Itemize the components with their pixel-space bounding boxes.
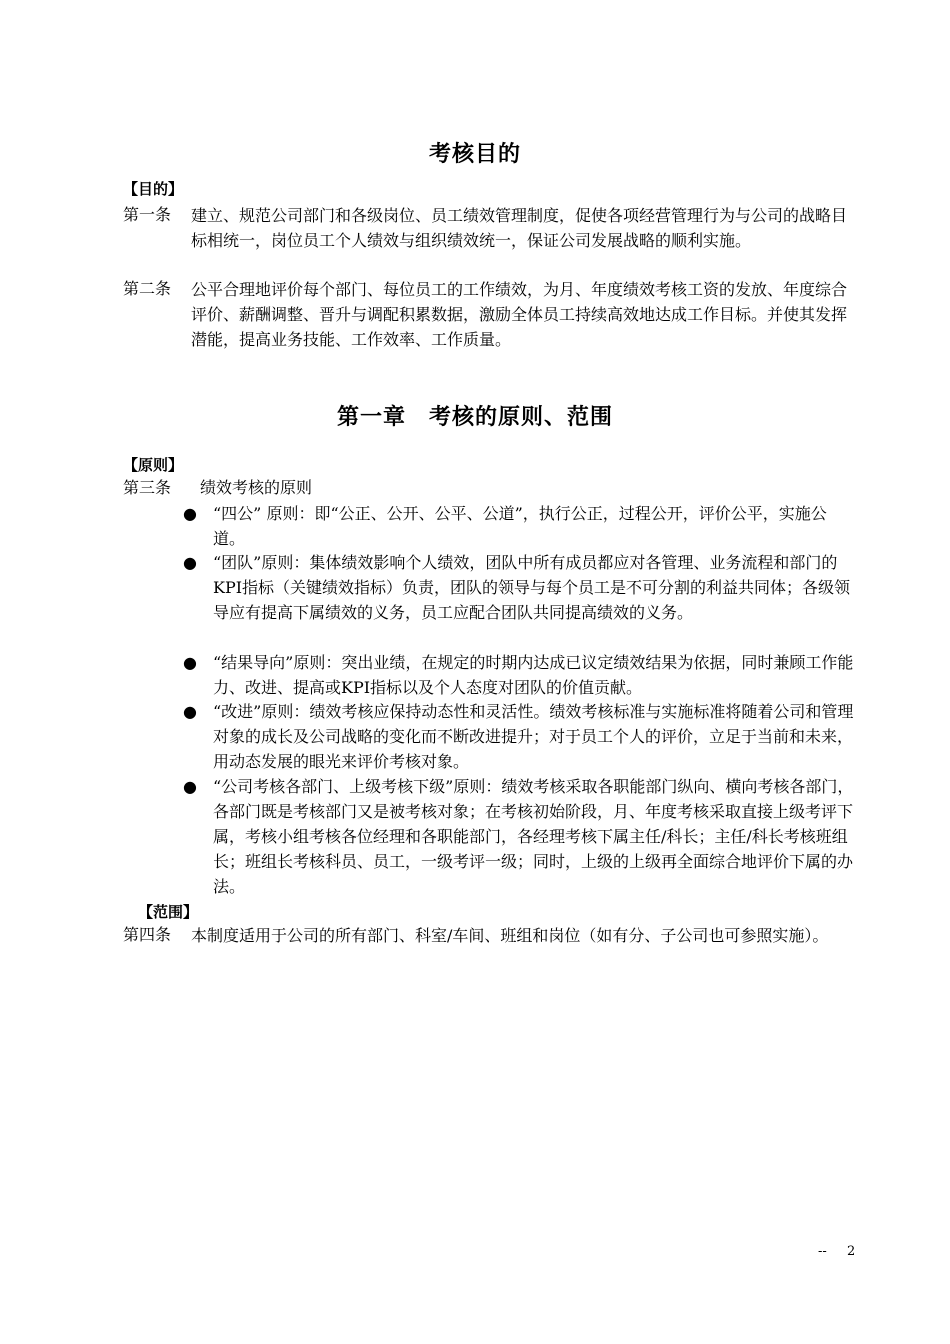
page-footer <box>818 1244 855 1259</box>
bullet-icon: ● <box>183 702 197 721</box>
principle-label: 【原则】 <box>123 456 184 474</box>
principle-item: “结果导向”原则：突出业绩，在规定的时期内达成已议定绩效结果为依据，同时兼顾工作能力、改进、提高或KPI指标以及个人态度对团队的价值贡献。 <box>213 653 854 697</box>
scope-label: 【范围】 <box>138 903 199 921</box>
chapter-title: 第一章 考核的原则、范围 <box>336 405 613 430</box>
bullet-icon: ● <box>183 653 197 672</box>
article-2-number: 第二条 <box>123 279 172 298</box>
article-2-text: 公平合理地评价每个部门、每位员工的工作绩效，为月、年度绩效考核工资的发放、年度综合评价、薪酬调整、晋升与调配积累数据，激励全体员工持续高效地达成工作目标。并使其发挥潜能，提高业务技能、工作效率、工作质量。 <box>191 280 848 349</box>
article-3-number: 第三条 <box>123 478 172 497</box>
article-3-text: 绩效考核的原则 <box>200 478 313 497</box>
principle-item: “公司考核各部门、上级考核下级”原则：绩效考核采取各职能部门纵向、横向考核各部门，各部门既是考核部门又是被考核对象；在考核初始阶段，月、年度考核采取直接上级考评下属，考核小组考核各位经理和各职能部门，各经理考核下属主任/科长；主任/科长考核班组长；班组长考核科员、员工，一级考评一级；同时，上级的上级再全面综合地评价下属的办法。 <box>213 777 854 896</box>
principle-item: “团队”原则：集体绩效影响个人绩效，团队中所有成员都应对各管理、业务流程和部门的KPI指标（关键绩效指标）负责，团队的领导与每个员工是不可分割的利益共同体；各级领导应有提高下属绩效的义务，员工应配合团队共同提高绩效的义务。 <box>213 553 851 622</box>
purpose-label: 【目的】 <box>123 180 184 198</box>
principle-item: “改进”原则：绩效考核应保持动态性和灵活性。绩效考核标准与实施标准将随着公司和管理对象的成长及公司战略的变化而不断改进提升；对于员工个人的评价，立足于当前和未来，用动态发展的眼光来评价考核对象。 <box>213 702 854 771</box>
page-title: 考核目的 <box>428 142 521 167</box>
footer-dash: -- <box>818 1244 827 1259</box>
principle-item: “四公” 原则：即“公正、公开、公平、公道”，执行公正，过程公开，评价公平，实施公道。 <box>213 504 827 548</box>
article-1-number: 第一条 <box>123 205 172 224</box>
article-4-text: 本制度适用于公司的所有部门、科室/车间、班组和岗位（如有分、子公司也可参照实施）。 <box>191 926 829 945</box>
page-number: 2 <box>846 1244 856 1259</box>
bullet-icon: ● <box>183 553 197 572</box>
bullet-icon: ● <box>183 504 197 523</box>
article-1-text: 建立、规范公司部门和各级岗位、员工绩效管理制度，促使各项经营管理行为与公司的战略目标相统一，岗位员工个人绩效与组织绩效统一，保证公司发展战略的顺利实施。 <box>191 206 848 250</box>
bullet-icon: ● <box>183 777 197 796</box>
article-4-number: 第四条 <box>123 925 172 944</box>
